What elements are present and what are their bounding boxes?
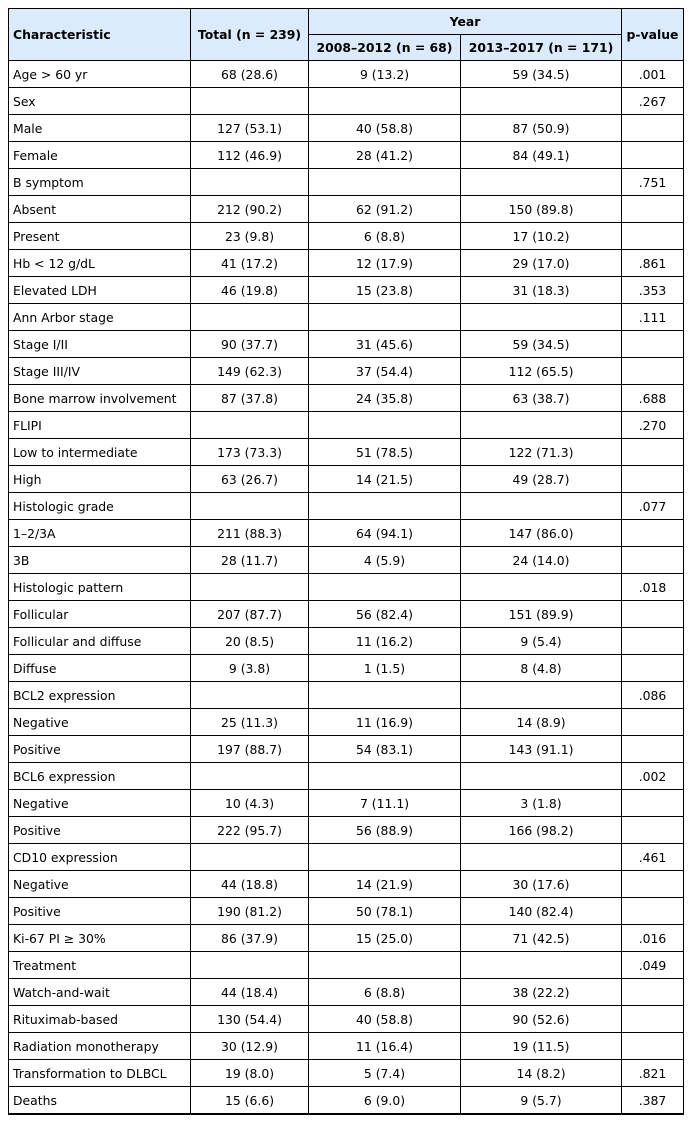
cell-pvalue: .821 — [622, 1060, 684, 1087]
cell-total: 212 (90.2) — [191, 196, 309, 223]
cell-pvalue — [622, 601, 684, 628]
table-body — [9, 61, 684, 1115]
table-row — [9, 1006, 684, 1033]
cell-2008-2012 — [309, 763, 461, 790]
row-label: Radiation monotherapy — [9, 1033, 191, 1060]
row-label: Age > 60 yr — [9, 61, 191, 88]
cell-2013-2017: 14 (8.2) — [461, 1060, 622, 1087]
table-row — [9, 277, 684, 304]
cell-2013-2017: 59 (34.5) — [461, 61, 622, 88]
cell-2013-2017: 9 (5.7) — [461, 1087, 622, 1115]
table-row — [9, 61, 684, 88]
cell-2013-2017: 166 (98.2) — [461, 817, 622, 844]
cell-pvalue — [622, 1006, 684, 1033]
table-row — [9, 844, 684, 871]
row-label: Negative — [9, 790, 191, 817]
table-row — [9, 682, 684, 709]
cell-total — [191, 763, 309, 790]
header-pvalue: p-value — [622, 9, 684, 61]
row-label: Stage III/IV — [9, 358, 191, 385]
cell-2013-2017: 151 (89.9) — [461, 601, 622, 628]
cell-2013-2017: 49 (28.7) — [461, 466, 622, 493]
cell-total: 20 (8.5) — [191, 628, 309, 655]
cell-2013-2017: 143 (91.1) — [461, 736, 622, 763]
cell-2008-2012: 31 (45.6) — [309, 331, 461, 358]
cell-total: 222 (95.7) — [191, 817, 309, 844]
cell-2008-2012: 6 (8.8) — [309, 979, 461, 1006]
cell-2013-2017 — [461, 88, 622, 115]
cell-2013-2017: 31 (18.3) — [461, 277, 622, 304]
cell-pvalue: .002 — [622, 763, 684, 790]
cell-total — [191, 412, 309, 439]
cell-total — [191, 304, 309, 331]
cell-2013-2017: 59 (34.5) — [461, 331, 622, 358]
table-row — [9, 466, 684, 493]
cell-total: 211 (88.3) — [191, 520, 309, 547]
cell-2013-2017: 90 (52.6) — [461, 1006, 622, 1033]
cell-total: 63 (26.7) — [191, 466, 309, 493]
cell-2013-2017 — [461, 574, 622, 601]
cell-total — [191, 844, 309, 871]
cell-2008-2012: 11 (16.2) — [309, 628, 461, 655]
table-row — [9, 790, 684, 817]
cell-pvalue — [622, 223, 684, 250]
cell-pvalue — [622, 1033, 684, 1060]
table-row — [9, 142, 684, 169]
cell-2008-2012: 4 (5.9) — [309, 547, 461, 574]
table-row — [9, 304, 684, 331]
cell-2008-2012: 15 (25.0) — [309, 925, 461, 952]
cell-2013-2017 — [461, 682, 622, 709]
table-row — [9, 1060, 684, 1087]
cell-2013-2017: 19 (11.5) — [461, 1033, 622, 1060]
table-row — [9, 601, 684, 628]
cell-2008-2012: 40 (58.8) — [309, 1006, 461, 1033]
cell-2013-2017 — [461, 412, 622, 439]
cell-pvalue: .077 — [622, 493, 684, 520]
row-label: FLIPI — [9, 412, 191, 439]
cell-total: 25 (11.3) — [191, 709, 309, 736]
table-header — [9, 9, 684, 61]
table-row — [9, 871, 684, 898]
cell-2008-2012: 6 (9.0) — [309, 1087, 461, 1115]
cell-total — [191, 88, 309, 115]
cell-2008-2012 — [309, 412, 461, 439]
row-label: BCL2 expression — [9, 682, 191, 709]
cell-2013-2017: 140 (82.4) — [461, 898, 622, 925]
cell-pvalue: .001 — [622, 61, 684, 88]
row-label: Elevated LDH — [9, 277, 191, 304]
row-label: Positive — [9, 736, 191, 763]
row-label: Diffuse — [9, 655, 191, 682]
cell-2013-2017: 38 (22.2) — [461, 979, 622, 1006]
cell-total: 190 (81.2) — [191, 898, 309, 925]
row-label: Absent — [9, 196, 191, 223]
table-row — [9, 1033, 684, 1060]
cell-pvalue: .270 — [622, 412, 684, 439]
table-row — [9, 979, 684, 1006]
row-label: Low to intermediate — [9, 439, 191, 466]
cell-2008-2012: 50 (78.1) — [309, 898, 461, 925]
table-row — [9, 574, 684, 601]
cell-pvalue — [622, 898, 684, 925]
cell-2008-2012: 37 (54.4) — [309, 358, 461, 385]
table-row — [9, 1087, 684, 1115]
cell-pvalue — [622, 871, 684, 898]
cell-pvalue: .049 — [622, 952, 684, 979]
cell-total: 130 (54.4) — [191, 1006, 309, 1033]
cell-pvalue — [622, 817, 684, 844]
cell-2008-2012: 11 (16.9) — [309, 709, 461, 736]
cell-total: 87 (37.8) — [191, 385, 309, 412]
cell-pvalue: .111 — [622, 304, 684, 331]
cell-2008-2012: 12 (17.9) — [309, 250, 461, 277]
cell-2008-2012: 7 (11.1) — [309, 790, 461, 817]
table-row — [9, 250, 684, 277]
cell-pvalue — [622, 466, 684, 493]
row-label: Bone marrow involvement — [9, 385, 191, 412]
table-row — [9, 520, 684, 547]
cell-pvalue: .086 — [622, 682, 684, 709]
row-label: Negative — [9, 871, 191, 898]
cell-pvalue — [622, 196, 684, 223]
cell-pvalue: .751 — [622, 169, 684, 196]
cell-2013-2017: 87 (50.9) — [461, 115, 622, 142]
cell-pvalue: .018 — [622, 574, 684, 601]
row-label: High — [9, 466, 191, 493]
table-row — [9, 88, 684, 115]
cell-2008-2012: 11 (16.4) — [309, 1033, 461, 1060]
cell-2013-2017: 29 (17.0) — [461, 250, 622, 277]
table-row — [9, 763, 684, 790]
cell-pvalue — [622, 979, 684, 1006]
cell-2013-2017: 24 (14.0) — [461, 547, 622, 574]
cell-2013-2017: 30 (17.6) — [461, 871, 622, 898]
table-row — [9, 709, 684, 736]
table-row — [9, 898, 684, 925]
cell-pvalue — [622, 709, 684, 736]
cell-total: 46 (19.8) — [191, 277, 309, 304]
cell-2008-2012 — [309, 304, 461, 331]
cell-2013-2017: 147 (86.0) — [461, 520, 622, 547]
cell-total: 90 (37.7) — [191, 331, 309, 358]
cell-pvalue: .016 — [622, 925, 684, 952]
cell-total: 149 (62.3) — [191, 358, 309, 385]
cell-2008-2012 — [309, 682, 461, 709]
row-label: Deaths — [9, 1087, 191, 1115]
cell-2013-2017: 8 (4.8) — [461, 655, 622, 682]
cell-2008-2012: 64 (94.1) — [309, 520, 461, 547]
cell-pvalue — [622, 142, 684, 169]
cell-pvalue — [622, 736, 684, 763]
cell-2008-2012: 28 (41.2) — [309, 142, 461, 169]
cell-total: 30 (12.9) — [191, 1033, 309, 1060]
cell-2008-2012: 56 (82.4) — [309, 601, 461, 628]
cell-2008-2012: 1 (1.5) — [309, 655, 461, 682]
row-label: Watch-and-wait — [9, 979, 191, 1006]
row-label: Stage I/II — [9, 331, 191, 358]
row-label: Female — [9, 142, 191, 169]
cell-2013-2017 — [461, 169, 622, 196]
cell-2013-2017 — [461, 304, 622, 331]
row-label: Ki-67 PI ≥ 30% — [9, 925, 191, 952]
cell-pvalue — [622, 790, 684, 817]
cell-pvalue: .387 — [622, 1087, 684, 1115]
cell-2013-2017: 63 (38.7) — [461, 385, 622, 412]
cell-pvalue: .353 — [622, 277, 684, 304]
cell-2008-2012 — [309, 88, 461, 115]
header-period-2008-2012: 2008–2012 (n = 68) — [309, 35, 461, 61]
table-row — [9, 547, 684, 574]
cell-pvalue: .267 — [622, 88, 684, 115]
row-label: Histologic pattern — [9, 574, 191, 601]
table-row — [9, 439, 684, 466]
cell-2008-2012: 54 (83.1) — [309, 736, 461, 763]
table-row — [9, 169, 684, 196]
table-row — [9, 736, 684, 763]
cell-pvalue — [622, 439, 684, 466]
cell-2008-2012 — [309, 169, 461, 196]
table-row — [9, 385, 684, 412]
table-row — [9, 925, 684, 952]
cell-total: 44 (18.4) — [191, 979, 309, 1006]
cell-2013-2017: 17 (10.2) — [461, 223, 622, 250]
cell-total: 44 (18.8) — [191, 871, 309, 898]
cell-total: 173 (73.3) — [191, 439, 309, 466]
cell-total: 19 (8.0) — [191, 1060, 309, 1087]
cell-2008-2012: 56 (88.9) — [309, 817, 461, 844]
cell-total: 28 (11.7) — [191, 547, 309, 574]
cell-2013-2017 — [461, 763, 622, 790]
table-row — [9, 952, 684, 979]
cell-total: 207 (87.7) — [191, 601, 309, 628]
row-label: Negative — [9, 709, 191, 736]
characteristics-table — [8, 8, 684, 1115]
row-label: CD10 expression — [9, 844, 191, 871]
cell-pvalue — [622, 358, 684, 385]
header-year: Year — [309, 9, 622, 35]
table-row — [9, 196, 684, 223]
row-label: Male — [9, 115, 191, 142]
table-row — [9, 331, 684, 358]
cell-pvalue — [622, 655, 684, 682]
table-row — [9, 493, 684, 520]
row-label: Present — [9, 223, 191, 250]
row-label: Hb < 12 g/dL — [9, 250, 191, 277]
cell-2008-2012: 62 (91.2) — [309, 196, 461, 223]
cell-pvalue — [622, 331, 684, 358]
row-label: Treatment — [9, 952, 191, 979]
table-row — [9, 358, 684, 385]
cell-2008-2012 — [309, 844, 461, 871]
row-label: 3B — [9, 547, 191, 574]
cell-total — [191, 574, 309, 601]
cell-total: 15 (6.6) — [191, 1087, 309, 1115]
cell-2013-2017: 71 (42.5) — [461, 925, 622, 952]
row-label: Follicular — [9, 601, 191, 628]
cell-2008-2012: 9 (13.2) — [309, 61, 461, 88]
table-row — [9, 655, 684, 682]
cell-pvalue — [622, 115, 684, 142]
table-row — [9, 817, 684, 844]
cell-pvalue: .688 — [622, 385, 684, 412]
row-label: Rituximab-based — [9, 1006, 191, 1033]
cell-2013-2017: 14 (8.9) — [461, 709, 622, 736]
cell-2013-2017: 3 (1.8) — [461, 790, 622, 817]
row-label: Histologic grade — [9, 493, 191, 520]
cell-pvalue: .861 — [622, 250, 684, 277]
cell-total: 86 (37.9) — [191, 925, 309, 952]
cell-total — [191, 493, 309, 520]
cell-2008-2012: 14 (21.5) — [309, 466, 461, 493]
cell-total: 127 (53.1) — [191, 115, 309, 142]
cell-pvalue — [622, 520, 684, 547]
cell-2013-2017 — [461, 493, 622, 520]
cell-pvalue — [622, 547, 684, 574]
cell-2013-2017: 150 (89.8) — [461, 196, 622, 223]
cell-2008-2012: 14 (21.9) — [309, 871, 461, 898]
row-label: 1–2/3A — [9, 520, 191, 547]
cell-2008-2012: 5 (7.4) — [309, 1060, 461, 1087]
header-characteristic: Characteristic — [9, 9, 191, 61]
table-row — [9, 223, 684, 250]
cell-2008-2012 — [309, 493, 461, 520]
row-label: Follicular and diffuse — [9, 628, 191, 655]
cell-2013-2017: 122 (71.3) — [461, 439, 622, 466]
cell-2008-2012: 6 (8.8) — [309, 223, 461, 250]
row-label: BCL6 expression — [9, 763, 191, 790]
cell-2008-2012: 24 (35.8) — [309, 385, 461, 412]
cell-2008-2012: 51 (78.5) — [309, 439, 461, 466]
cell-total: 10 (4.3) — [191, 790, 309, 817]
table-row — [9, 115, 684, 142]
cell-total: 23 (9.8) — [191, 223, 309, 250]
cell-2013-2017: 84 (49.1) — [461, 142, 622, 169]
cell-total: 9 (3.8) — [191, 655, 309, 682]
cell-total: 112 (46.9) — [191, 142, 309, 169]
table-row — [9, 412, 684, 439]
cell-2013-2017 — [461, 952, 622, 979]
row-label: B symptom — [9, 169, 191, 196]
row-label: Positive — [9, 898, 191, 925]
row-label: Ann Arbor stage — [9, 304, 191, 331]
header-period-2013-2017: 2013–2017 (n = 171) — [461, 35, 622, 61]
cell-total — [191, 682, 309, 709]
cell-2008-2012: 15 (23.8) — [309, 277, 461, 304]
cell-2013-2017 — [461, 844, 622, 871]
cell-total — [191, 952, 309, 979]
cell-pvalue — [622, 628, 684, 655]
cell-pvalue: .461 — [622, 844, 684, 871]
header-total: Total (n = 239) — [191, 9, 309, 61]
row-label: Positive — [9, 817, 191, 844]
cell-total: 197 (88.7) — [191, 736, 309, 763]
cell-total: 41 (17.2) — [191, 250, 309, 277]
row-label: Sex — [9, 88, 191, 115]
cell-2008-2012: 40 (58.8) — [309, 115, 461, 142]
cell-2008-2012 — [309, 574, 461, 601]
cell-2013-2017: 9 (5.4) — [461, 628, 622, 655]
cell-total — [191, 169, 309, 196]
cell-2013-2017: 112 (65.5) — [461, 358, 622, 385]
cell-2008-2012 — [309, 952, 461, 979]
cell-total: 68 (28.6) — [191, 61, 309, 88]
table-row — [9, 628, 684, 655]
row-label: Transformation to DLBCL — [9, 1060, 191, 1087]
